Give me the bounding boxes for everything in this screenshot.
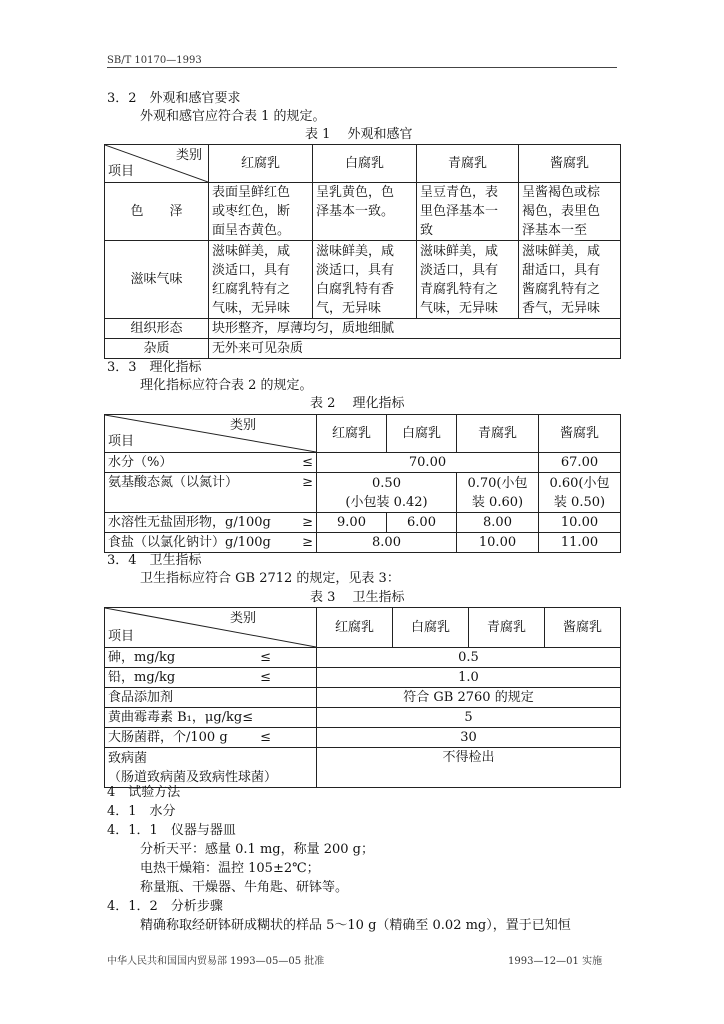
col-header-red: 红腐乳 bbox=[317, 608, 393, 648]
corner-category-label: 类别 bbox=[175, 148, 202, 163]
col-header-white: 白腐乳 bbox=[393, 608, 469, 648]
row-amino-nitrogen: 氨基酸态氮（以氮计） ≥ bbox=[105, 473, 317, 513]
row-label-impurity: 杂质 bbox=[105, 339, 209, 359]
table-3 bbox=[104, 607, 621, 788]
section-4-1-1-heading: 4．1．1 仪器与器皿 bbox=[107, 823, 236, 838]
col-header-white: 白腐乳 bbox=[313, 145, 417, 183]
table-3-title: 表 3 卫生指标 bbox=[310, 590, 405, 605]
table-1 bbox=[104, 144, 621, 359]
row-salt: 食盐（以氯化钠计）g/100g ≥ bbox=[105, 533, 317, 553]
section-4-1-2-heading: 4．1．2 分析步骤 bbox=[107, 899, 223, 914]
cell-color-white: 呈乳黄色，色 泽基本一致。 bbox=[313, 183, 417, 241]
cell-amino-sauce: 0.60(小包 装 0.50) bbox=[539, 473, 621, 513]
cell-texture: 块形整齐，厚薄均匀，质地细腻 bbox=[209, 319, 621, 339]
section-3-2-heading: 3．2 外观和感官要求 bbox=[107, 91, 241, 106]
col-header-sauce: 酱腐乳 bbox=[539, 415, 621, 453]
section-4-1-heading: 4．1 水分 bbox=[107, 804, 176, 819]
col-header-white: 白腐乳 bbox=[387, 415, 457, 453]
section-3-4-text: 卫生指标应符合 GB 2712 的规定，见表 3： bbox=[140, 571, 400, 586]
row-label-taste: 滋味气味 bbox=[105, 241, 209, 319]
table-2-corner bbox=[105, 415, 317, 453]
corner-item-label: 项目 bbox=[108, 434, 135, 449]
row-coliform: 大肠菌群，个/100 g ≤ bbox=[105, 728, 317, 748]
cell-taste-green: 滋味鲜美，咸 淡适口，具有 青腐乳特有之 气味，无异味 bbox=[417, 241, 519, 319]
corner-item-label: 项目 bbox=[108, 164, 135, 179]
cell-taste-sauce: 滋味鲜美，咸 甜适口，具有 酱腐乳特有之 香气，无异味 bbox=[519, 241, 621, 319]
row-lead: 铅，mg/kg ≤ bbox=[105, 668, 317, 688]
table-3-corner bbox=[105, 608, 317, 648]
row-aflatoxin: 黄曲霉毒素 B₁，μg/kg≤ bbox=[105, 708, 317, 728]
table-2-title: 表 2 理化指标 bbox=[310, 396, 405, 411]
procedure-line-1: 精确称取经研钵研成糊状的样品 5～10 g（精确至 0.02 mg），置于已知恒 bbox=[140, 918, 571, 933]
col-header-sauce: 酱腐乳 bbox=[519, 145, 621, 183]
corner-item-label: 项目 bbox=[108, 629, 135, 644]
col-header-red: 红腐乳 bbox=[209, 145, 313, 183]
cell-aflatoxin: 5 bbox=[317, 708, 621, 728]
cell-moisture-sauce: 67.00 bbox=[539, 453, 621, 473]
col-header-green: 青腐乳 bbox=[457, 415, 539, 453]
section-3-2-text: 外观和感官应符合表 1 的规定。 bbox=[140, 109, 326, 124]
cell-solids-sauce: 10.00 bbox=[539, 513, 621, 533]
col-header-red: 红腐乳 bbox=[317, 415, 387, 453]
table-1-title: 表 1 外观和感官 bbox=[305, 127, 413, 142]
cell-coliform: 30 bbox=[317, 728, 621, 748]
row-moisture: 水分（%） ≤ bbox=[105, 453, 317, 473]
col-header-sauce: 酱腐乳 bbox=[545, 608, 621, 648]
equipment-line-1: 分析天平：感量 0.1 mg，称量 200 g； bbox=[140, 842, 374, 857]
cell-taste-white: 滋味鲜美，咸 淡适口，具有 白腐乳特有香 气，无异味 bbox=[313, 241, 417, 319]
footer-approval: 中华人民共和国国内贸易部 1993—05—05 批准 bbox=[107, 956, 325, 967]
cell-salt-sauce: 11.00 bbox=[539, 533, 621, 553]
cell-impurity: 无外来可见杂质 bbox=[209, 339, 621, 359]
section-4-heading: 4 试验方法 bbox=[107, 785, 181, 800]
cell-salt-red-white: 8.00 bbox=[317, 533, 457, 553]
cell-arsenic: 0.5 bbox=[317, 648, 621, 668]
cell-solids-green: 8.00 bbox=[457, 513, 539, 533]
row-label-color: 色 泽 bbox=[105, 183, 209, 241]
corner-category-label: 类别 bbox=[229, 611, 256, 626]
footer-effective: 1993—12—01 实施 bbox=[508, 956, 603, 967]
row-arsenic: 砷，mg/kg ≤ bbox=[105, 648, 317, 668]
cell-solids-red: 9.00 bbox=[317, 513, 387, 533]
section-3-3-text: 理化指标应符合表 2 的规定。 bbox=[140, 378, 313, 393]
cell-food-additives: 符合 GB 2760 的规定 bbox=[317, 688, 621, 708]
cell-salt-green: 10.00 bbox=[457, 533, 539, 553]
cell-color-green: 呈豆青色，表 里色泽基本一 致 bbox=[417, 183, 519, 241]
cell-amino-red-white: 0.50 (小包装 0.42) bbox=[317, 473, 457, 513]
cell-color-sauce: 呈酱褐色或棕 褐色，表里色 泽基本一至 bbox=[519, 183, 621, 241]
equipment-line-2: 电热干燥箱：温控 105±2℃； bbox=[140, 861, 320, 876]
header-rule bbox=[107, 67, 617, 68]
row-label-texture: 组织形态 bbox=[105, 319, 209, 339]
cell-color-red: 表面呈鲜红色 或枣红色，断 面呈杏黄色。 bbox=[209, 183, 313, 241]
row-food-additives: 食品添加剂 bbox=[105, 688, 317, 708]
table-1-corner bbox=[105, 145, 209, 183]
section-3-3-heading: 3．3 理化指标 bbox=[107, 360, 202, 375]
cell-taste-red: 滋味鲜美，咸 淡适口，具有 红腐乳特有之 气味，无异味 bbox=[209, 241, 313, 319]
corner-category-label: 类别 bbox=[229, 418, 256, 433]
equipment-line-3: 称量瓶、干燥器、牛角匙、研钵等。 bbox=[140, 880, 349, 895]
cell-lead: 1.0 bbox=[317, 668, 621, 688]
cell-solids-white: 6.00 bbox=[387, 513, 457, 533]
standard-code-header: SB/T 10170—1993 bbox=[107, 55, 202, 66]
col-header-green: 青腐乳 bbox=[469, 608, 545, 648]
row-pathogens: 致病菌 （肠道致病菌及致病性球菌） bbox=[105, 748, 317, 788]
cell-amino-green: 0.70(小包 装 0.60) bbox=[457, 473, 539, 513]
col-header-green: 青腐乳 bbox=[417, 145, 519, 183]
row-soluble-solids: 水溶性无盐固形物，g/100g ≥ bbox=[105, 513, 317, 533]
cell-moisture-123: 70.00 bbox=[317, 453, 539, 473]
section-3-4-heading: 3．4 卫生指标 bbox=[107, 553, 202, 568]
cell-pathogens: 不得检出 bbox=[317, 748, 621, 788]
table-2 bbox=[104, 414, 621, 553]
